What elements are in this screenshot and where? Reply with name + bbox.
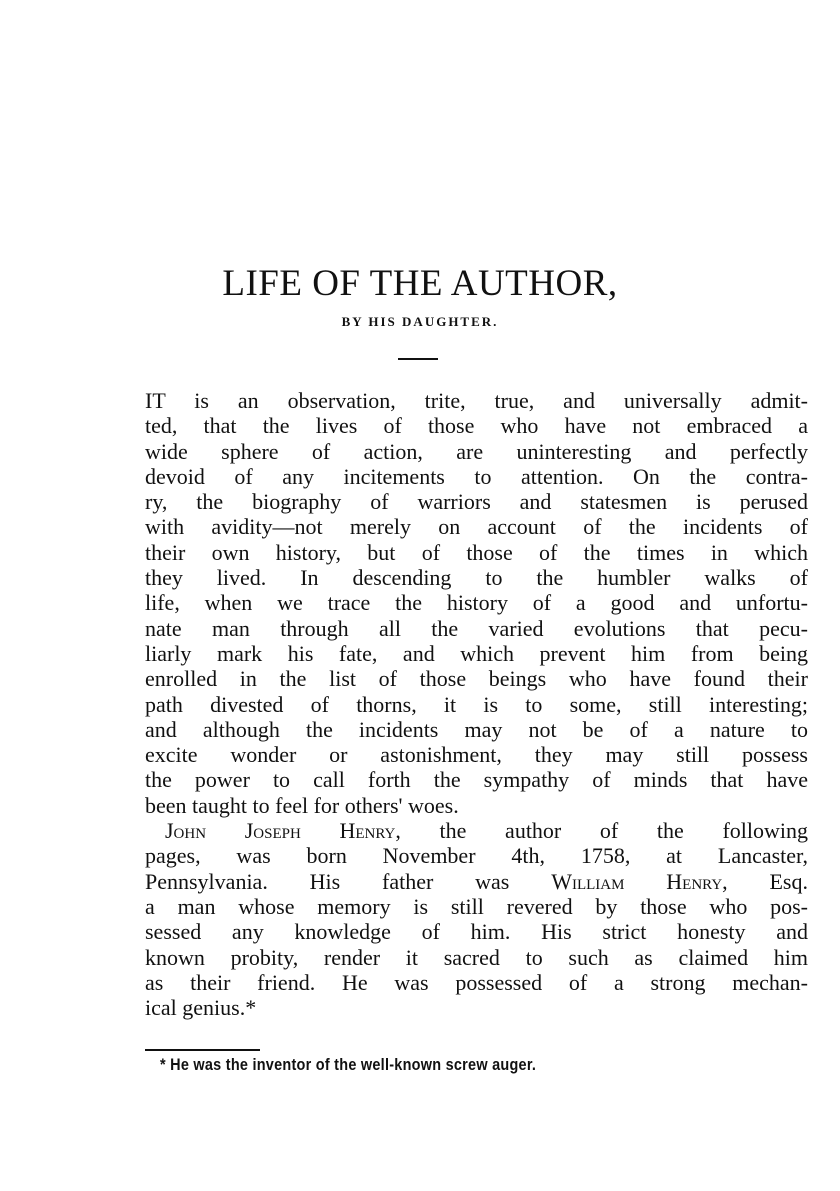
author-name: John Joseph Henry — [165, 818, 396, 844]
text-line: life, when we trace the history of a good and unfortu- — [145, 590, 808, 616]
text-line: excite wonder or astonishment, they may still possess — [145, 742, 808, 768]
text-span: , Esq. — [722, 868, 808, 894]
footnote: * He was the inventor of the well-known screw auger. — [160, 1055, 537, 1074]
text-line: ical genius.* — [145, 995, 257, 1021]
text-line: their own history, but of those of the times in which — [145, 539, 808, 565]
text-line: the power to call forth the sympathy of minds that have — [145, 767, 808, 793]
text-line: ted, that the lives of those who have not embraced a — [145, 413, 808, 439]
text-line — [145, 869, 808, 894]
text-line: they lived. In descending to the humbler walks of — [145, 565, 808, 591]
text-line: with avidity—not merely on account of the incidents of — [145, 514, 808, 540]
title-divider — [398, 358, 438, 360]
text-line: pages, was born November 4th, 1758, at Lancaster, — [145, 843, 808, 869]
text-line: wide sphere of action, are uninteresting and perfectly — [145, 438, 808, 464]
text-line: enrolled in the list of those beings who have found their — [145, 666, 808, 692]
body-text — [145, 388, 808, 1020]
text-line: and although the incidents may not be of a nature to — [145, 716, 808, 742]
text-line: been taught to feel for others' woes. — [145, 792, 459, 818]
text-span: Pennsylvania. His father was — [145, 868, 552, 894]
text-line — [145, 818, 808, 843]
text-line: IT is an observation, trite, true, and universally admit- — [145, 388, 808, 413]
text-line: liarly mark his fate, and which prevent him from being — [145, 640, 808, 666]
footnote-divider — [145, 1049, 260, 1051]
text-line: as their friend. He was possessed of a strong mechan- — [145, 969, 808, 995]
text-line: devoid of any incitements to attention. On the contra- — [145, 463, 808, 489]
page-subtitle: BY HIS DAUGHTER. — [341, 314, 499, 329]
text-line: ry, the biography of warriors and statesmen is perused — [145, 489, 808, 515]
text-line: path divested of thorns, it is to some, still interesting; — [145, 691, 808, 717]
father-name: William Henry — [551, 868, 723, 894]
text-line: a man whose memory is still revered by those who pos- — [145, 893, 808, 919]
text-line: nate man through all the varied evolutions that pecu- — [145, 615, 808, 641]
text-line: sessed any knowledge of him. His strict honesty and — [145, 919, 808, 945]
text-line: known probity, render it sacred to such as claimed him — [145, 944, 808, 970]
text-span: , the author of the following — [395, 818, 808, 844]
page-title: LIFE OF THE AUTHOR, — [222, 263, 618, 304]
